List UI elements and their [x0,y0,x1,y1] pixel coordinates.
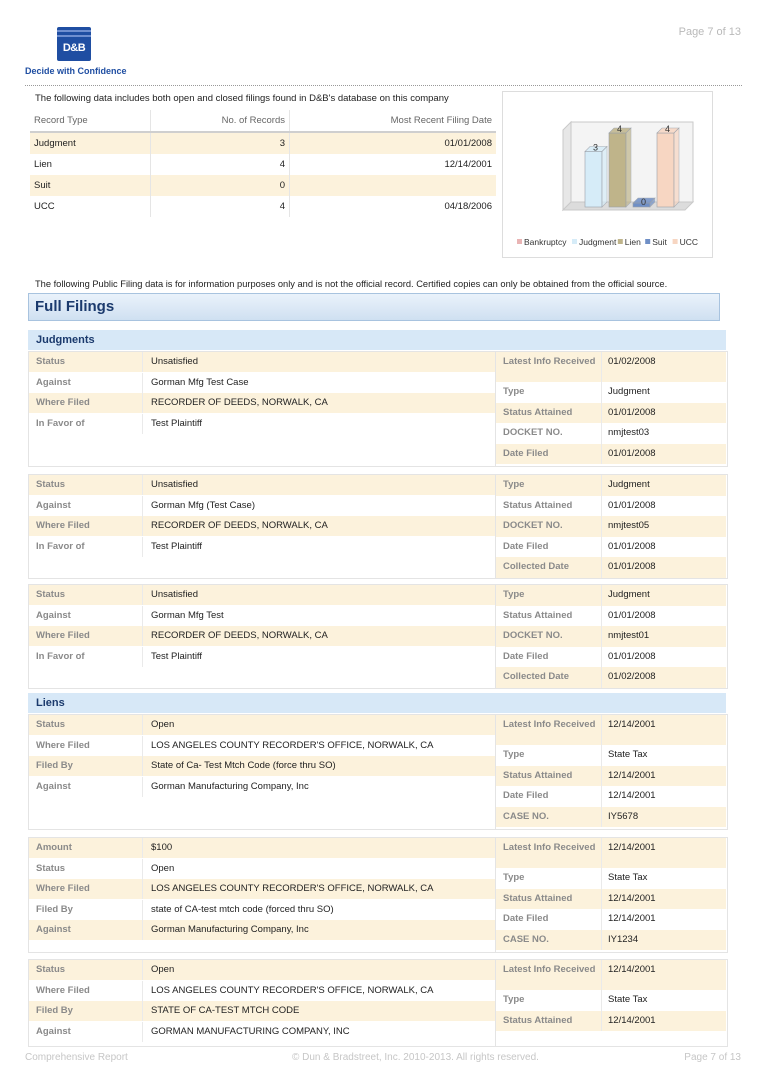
field-value: RECORDER OF DEEDS, NORWALK, CA [151,520,328,531]
cell-divider [142,879,143,899]
chart-svg [503,92,712,257]
field-value: 12/14/2001 [608,719,656,730]
cell-divider [142,859,143,879]
field-value: Judgment [608,589,650,600]
field-label: Status Attained [503,769,573,781]
full-filings-title: Full Filings [35,298,115,315]
field-value: Gorman Mfg Test Case [151,376,249,388]
field-value: Gorman Mfg (Test Case) [151,499,255,511]
field-row [496,930,726,951]
chart-bar-side-lien [626,128,631,207]
cell-divider [601,626,602,647]
field-label: Status [36,356,66,367]
field-label: Filed By [36,760,73,771]
field-row [496,647,726,668]
filing-record [28,584,728,689]
cell-record-type: UCC [30,196,151,217]
field-row [496,990,726,1011]
field-value: 12/14/2001 [608,964,656,975]
cell-divider [601,606,602,627]
field-value: nmjtest05 [608,520,650,531]
legend-swatch [673,239,678,244]
chart-bar-side-judgment [602,147,607,208]
field-label: CASE NO. [503,810,549,822]
field-label: Status Attained [503,609,573,621]
cell-divider [142,475,143,495]
cell-count: 4 [151,196,290,217]
logo-text: D&B [62,42,86,54]
field-label: Where Filed [36,883,90,894]
field-row [496,715,726,745]
cell-divider [601,889,602,910]
field-value: Test Plaintiff [151,417,203,429]
field-row [496,382,726,403]
field-row [29,647,495,667]
cell-divider [142,606,143,626]
disclaimer: The following Public Filing data is for information purposes only and is not the official record. Certified copies can only be obtained from the official source. [35,279,668,289]
field-row [496,889,726,910]
field-label: Amount [36,842,72,853]
cell-divider [142,920,143,940]
cell-divider [601,382,602,403]
legend-swatch [645,239,650,244]
field-row [496,537,726,558]
field-value: 01/01/2008 [608,650,656,662]
legend-entry: Judgment [579,237,617,247]
field-row [496,626,726,647]
footer-page-number: Page 7 of 13 [684,1052,741,1063]
field-label: Where Filed [36,984,90,996]
cell-divider [142,960,143,980]
chart-bar-side-ucc [674,128,679,207]
field-value: 01/01/2008 [608,447,656,459]
cell-divider [601,807,602,828]
field-label: DOCKET NO. [503,630,563,641]
field-label: Against [36,499,71,511]
field-row [496,606,726,627]
field-row [496,807,726,828]
field-label: Status Attained [503,892,573,904]
field-label: DOCKET NO. [503,520,563,531]
public-filings-chart [502,91,713,258]
cell-divider [142,585,143,605]
summary-header-row [30,110,496,132]
header-separator [25,85,742,86]
field-value: State Tax [608,872,648,883]
cell-divider [601,868,602,889]
legend-entry: Lien [624,237,641,247]
field-row [496,868,726,889]
field-value: Test Plaintiff [151,540,203,552]
liens-title: Liens [36,697,65,709]
field-value: Judgment [608,386,650,397]
chart-data-label: 0 [640,197,647,207]
field-value: Gorman Manufacturing Company, Inc [151,780,309,792]
field-row [496,960,726,990]
field-row [496,766,726,787]
field-label: Status [36,589,66,600]
chart-bar-lien [609,133,626,207]
field-value: LOS ANGELES COUNTY RECORDER'S OFFICE, NORWALK, CA [151,739,434,751]
cell-divider [601,745,602,766]
field-value: Open [151,964,175,975]
cell-count: 4 [151,154,290,175]
field-row [29,981,495,1001]
field-label: Filed By [36,1005,73,1016]
filing-record [28,351,728,467]
cell-divider [601,960,602,990]
cell-divider [601,786,602,807]
field-row [496,444,726,465]
filing-record [28,959,728,1047]
field-label: Date Filed [503,913,549,924]
filing-record [28,837,728,953]
cell-divider [601,403,602,424]
field-row [496,423,726,444]
cell-divider [601,909,602,930]
filing-record [28,714,728,830]
chart-data-label: 4 [616,124,623,134]
cell-divider [601,715,602,745]
field-row [29,879,495,899]
field-value: 01/01/2008 [608,540,656,552]
field-value: Gorman Mfg Test [151,609,224,621]
footer-copyright: © Dun & Bradstreet, Inc. 2010-2013. All rights reserved. [292,1052,539,1063]
field-row [496,403,726,424]
field-row [29,414,495,434]
field-row [29,352,495,372]
field-row [29,756,495,776]
field-label: Collected Date [503,561,569,572]
cell-divider [142,736,143,756]
field-row [29,393,495,413]
field-label: Date Filed [503,540,549,552]
field-value: RECORDER OF DEEDS, NORWALK, CA [151,397,328,408]
cell-divider [142,715,143,735]
field-value: State Tax [608,749,648,760]
field-label: Type [503,386,525,397]
field-value: $100 [151,842,173,853]
field-label: Latest Info Received [503,964,596,975]
field-value: Open [151,862,175,874]
field-label: Status [36,719,66,730]
field-label: Type [503,589,525,600]
field-value: RECORDER OF DEEDS, NORWALK, CA [151,630,328,641]
cell-divider [601,766,602,787]
summary-table [30,110,496,217]
cell-divider [142,647,143,667]
field-row [496,745,726,766]
cell-divider [601,352,602,382]
field-value: 01/02/2008 [608,671,656,682]
field-label: Status Attained [503,499,573,511]
field-row [496,516,726,537]
field-value: State of Ca- Test Mtch Code (force thru SO) [151,760,336,771]
field-row [29,715,495,735]
cell-divider [142,981,143,1001]
cell-divider [601,838,602,868]
cell-divider [142,516,143,536]
cell-divider [601,930,602,951]
table-row [30,175,496,196]
field-value: State Tax [608,994,648,1005]
chart-bar-judgment [585,152,602,208]
judgments-header [28,330,726,350]
field-row [29,585,495,605]
field-row [29,736,495,756]
field-value: STATE OF CA-TEST MTCH CODE [151,1005,300,1016]
field-row [29,626,495,646]
full-filings-header [28,293,720,321]
field-row [29,606,495,626]
cell-divider [142,537,143,557]
field-row [496,909,726,930]
field-label: Type [503,479,525,490]
field-label: Type [503,749,525,760]
cell-divider [601,516,602,537]
field-row [29,496,495,516]
col-most-recent-filing-date: Most Recent Filing Date [290,110,497,132]
field-label: Status Attained [503,1014,573,1026]
field-value: Unsatisfied [151,356,198,367]
judgments-title: Judgments [36,334,95,346]
field-row [29,900,495,920]
summary-intro: The following data includes both open and closed filings found in D&B's database on this company [35,93,449,104]
chart-side-wall [563,122,571,210]
cell-divider [601,537,602,558]
field-label: CASE NO. [503,933,549,945]
field-label: Against [36,1025,71,1037]
field-row [29,1022,495,1042]
field-value: 01/02/2008 [608,356,656,367]
chart-data-label: 3 [592,142,599,153]
filing-record [28,474,728,579]
cell-divider [142,1022,143,1042]
cell-divider [601,496,602,517]
footer-report-name: Comprehensive Report [25,1052,128,1063]
cell-divider [601,475,602,496]
table-row [30,196,496,217]
field-value: LOS ANGELES COUNTY RECORDER'S OFFICE, NORWALK, CA [151,984,434,996]
cell-date: 01/01/2008 [290,132,497,154]
cell-divider [142,777,143,797]
field-label: Latest Info Received [503,719,596,730]
field-label: Type [503,872,525,883]
col-no-of-records: No. of Records [151,110,290,132]
cell-record-type: Suit [30,175,151,196]
cell-divider [142,838,143,858]
cell-date: 12/14/2001 [444,159,492,170]
field-label: In Favor of [36,540,85,552]
field-row [496,557,726,578]
field-label: Where Filed [36,520,90,531]
cell-divider [601,444,602,465]
field-label: In Favor of [36,417,85,429]
cell-divider [142,352,143,372]
chart-bar-ucc [657,133,674,207]
field-label: Filed By [36,903,73,915]
legend-swatch [517,239,522,244]
field-row [29,838,495,858]
field-label: Latest Info Received [503,842,596,853]
field-label: Date Filed [503,447,549,459]
legend-entry: Suit [652,237,667,247]
field-label: Against [36,376,71,388]
field-value: 12/14/2001 [608,842,656,853]
cell-divider [142,393,143,413]
field-label: Status [36,862,66,874]
field-value: 12/14/2001 [608,1014,656,1026]
field-row [496,496,726,517]
cell-divider [142,496,143,516]
field-value: Test Plaintiff [151,650,203,662]
field-row [496,475,726,496]
field-label: Status [36,479,66,490]
field-value: 01/01/2008 [608,561,656,572]
field-row [29,537,495,557]
page-number: Page 7 of 13 [678,26,741,38]
cell-date [290,175,497,196]
field-row [29,475,495,495]
field-value: 01/01/2008 [608,499,656,511]
field-label: DOCKET NO. [503,427,563,438]
cell-divider [601,1011,602,1032]
table-row [30,132,496,154]
legend-entry: Bankruptcy [524,237,567,247]
field-label: Status Attained [503,406,573,418]
field-label: In Favor of [36,650,85,662]
field-value: state of CA-test mtch code (forced thru SO) [151,903,334,915]
field-row [496,352,726,382]
field-label: Date Filed [503,790,549,801]
field-row [496,585,726,606]
field-label: Type [503,994,525,1005]
field-value: nmjtest01 [608,630,650,641]
field-row [496,838,726,868]
cell-divider [601,557,602,578]
legend-entry: UCC [679,237,699,247]
field-label: Where Filed [36,739,90,751]
field-value: LOS ANGELES COUNTY RECORDER'S OFFICE, NORWALK, CA [151,883,434,894]
field-value: 12/14/2001 [608,913,656,924]
field-row [29,516,495,536]
field-value: Gorman Manufacturing Company, Inc [151,924,309,935]
cell-divider [142,756,143,776]
field-value: Judgment [608,479,650,490]
field-label: Date Filed [503,650,549,662]
legend-swatch [618,239,623,244]
field-row [496,667,726,688]
field-value: 01/01/2008 [608,609,656,621]
field-row [496,1011,726,1032]
field-row [29,373,495,393]
field-value: IY1234 [608,933,639,945]
field-label: Against [36,780,71,792]
cell-divider [142,900,143,920]
col-record-type: Record Type [30,110,151,132]
field-label: Against [36,924,71,935]
cell-divider [601,423,602,444]
field-value: 12/14/2001 [608,892,656,904]
cell-divider [601,585,602,606]
table-row [30,154,496,175]
field-value: 12/14/2001 [608,769,656,781]
field-value: 01/01/2008 [608,406,656,418]
field-row [29,920,495,940]
field-row [29,960,495,980]
field-value: GORMAN MANUFACTURING COMPANY, INC [151,1025,350,1037]
field-value: nmjtest03 [608,427,650,438]
field-value: Unsatisfied [151,589,198,600]
field-label: Where Filed [36,397,90,408]
cell-divider [601,990,602,1011]
field-row [29,859,495,879]
field-label: Against [36,609,71,621]
field-value: Unsatisfied [151,479,198,490]
field-label: Status [36,964,66,975]
cell-divider [142,1001,143,1021]
field-label: Collected Date [503,671,569,682]
cell-divider [601,667,602,688]
cell-divider [142,373,143,393]
field-row [29,1001,495,1021]
field-label: Latest Info Received [503,356,596,367]
chart-data-label: 4 [664,124,671,134]
field-value: 12/14/2001 [608,790,656,801]
dnb-logo [57,27,91,61]
legend-swatch [572,239,577,244]
field-value: Open [151,719,175,730]
cell-divider [142,626,143,646]
cell-date: 04/18/2006 [444,201,492,212]
field-row [29,777,495,797]
field-label: Where Filed [36,630,90,641]
cell-record-type: Lien [30,154,151,175]
cell-count: 0 [151,175,290,196]
cell-divider [601,647,602,668]
cell-record-type: Judgment [30,132,151,154]
field-row [496,786,726,807]
field-value: IY5678 [608,810,639,822]
cell-divider [142,414,143,434]
cell-count: 3 [151,132,290,154]
liens-header [28,693,726,713]
tagline: Decide with Confidence [25,66,127,76]
